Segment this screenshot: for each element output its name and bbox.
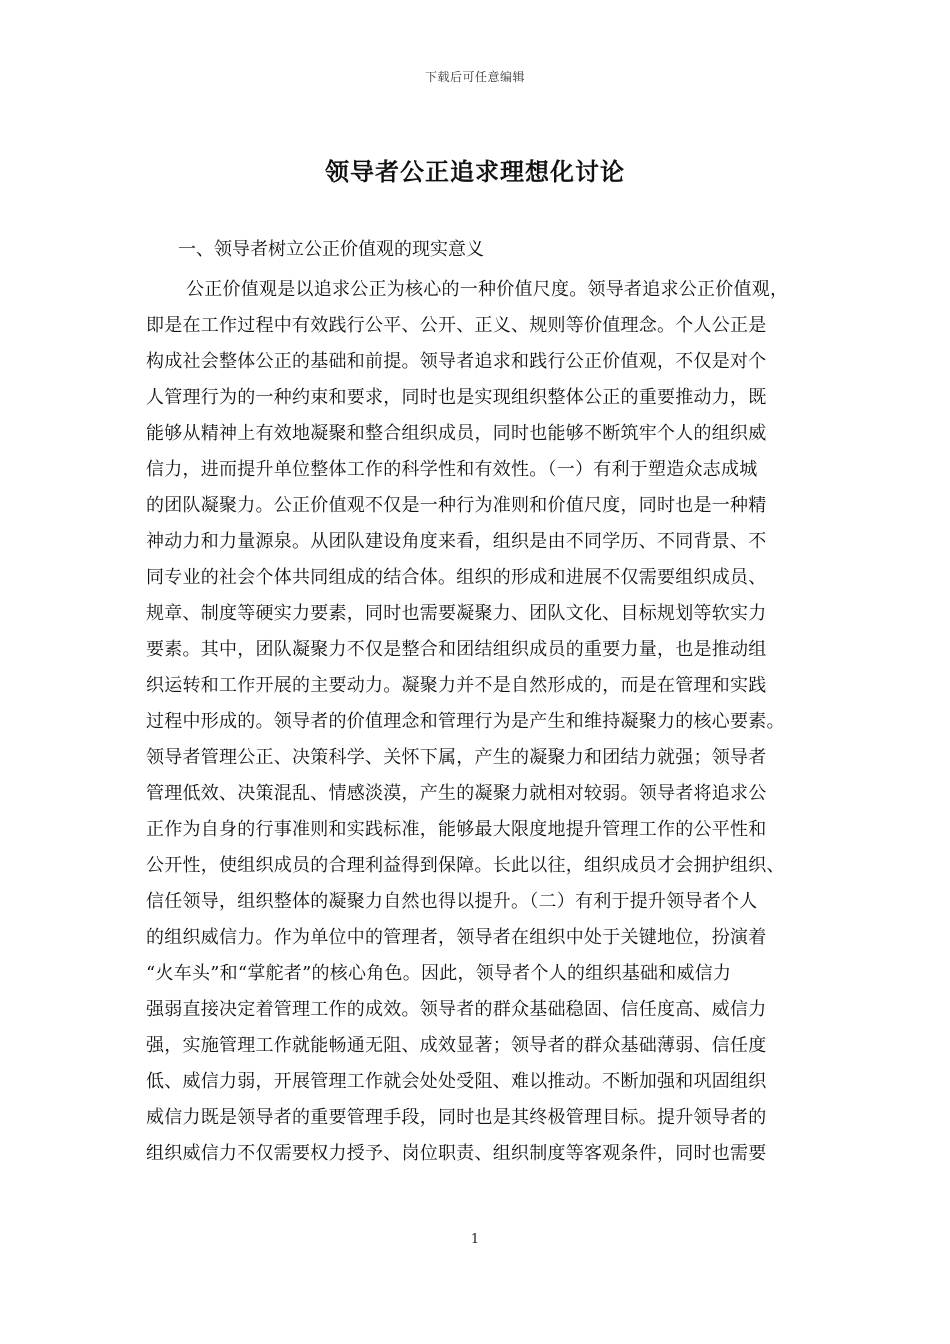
paragraph-line: 人管理行为的一种约束和要求，同时也是实现组织整体公正的重要推动力，既 (146, 387, 767, 408)
paragraph-line: 公开性，使组织成员的合理利益得到保障。长此以往，组织成员才会拥护组织、 (146, 855, 785, 876)
paragraph-line: 的团队凝聚力。公正价值观不仅是一种行为准则和价值尺度，同时也是一种精 (146, 495, 767, 516)
header-note: 下载后可任意编辑 (424, 70, 525, 84)
paragraph-line: 神动力和力量源泉。从团队建设角度来看，组织是由不同学历、不同背景、不 (146, 531, 767, 552)
paragraph-line: 织运转和工作开展的主要动力。凝聚力并不是自然形成的，而是在管理和实践 (146, 675, 767, 696)
paragraph-line: 同专业的社会个体共同组成的结合体。组织的形成和进展不仅需要组织成员、 (146, 567, 767, 588)
paragraph-line: 强，实施管理工作就能畅通无阻、成效显著；领导者的群众基础薄弱、信任度 (146, 1035, 767, 1056)
paragraph-line: 过程中形成的。领导者的价值理念和管理行为是产生和维持凝聚力的核心要素。 (146, 711, 785, 732)
paragraph-line: 规章、制度等硬实力要素，同时也需要凝聚力、团队文化、目标规划等软实力 (146, 603, 767, 624)
paragraph-line: 强弱直接决定着管理工作的成效。领导者的群众基础稳固、信任度高、威信力 (146, 999, 767, 1020)
paragraph-line: 组织威信力不仅需要权力授予、岗位职责、组织制度等客观条件，同时也需要 (146, 1143, 767, 1164)
paragraph-line: 的组织威信力。作为单位中的管理者，领导者在组织中处于关键地位，扮演着 (146, 927, 767, 948)
paragraph-line: 公正价值观是以追求公正为核心的一种价值尺度。领导者追求公正价值观， (186, 279, 789, 300)
section-heading: 一、领导者树立公正价值观的现实意义 (178, 239, 484, 260)
paragraph-line: 正作为自身的行事准则和实践标准，能够最大限度地提升管理工作的公平性和 (146, 819, 767, 840)
document-title: 领导者公正追求理想化讨论 (325, 157, 625, 186)
paragraph-line: 信力，进而提升单位整体工作的科学性和有效性。（一）有利于塑造众志成城 (146, 459, 758, 480)
paragraph-line: 即是在工作过程中有效践行公平、公开、正义、规则等价值理念。个人公正是 (146, 315, 767, 336)
paragraph-line: 能够从精神上有效地凝聚和整合组织成员，同时也能够不断筑牢个人的组织威 (146, 423, 767, 444)
paragraph-line: 低、威信力弱，开展管理工作就会处处受阻、难以推动。不断加强和巩固组织 (146, 1071, 767, 1092)
page-number: 1 (470, 1232, 480, 1247)
paragraph-line: 领导者管理公正、决策科学、关怀下属，产生的凝聚力和团结力就强；领导者 (146, 747, 767, 768)
paragraph-line: 管理低效、决策混乱、情感淡漠，产生的凝聚力就相对较弱。领导者将追求公 (146, 783, 767, 804)
paragraph-line: 信任领导，组织整体的凝聚力自然也得以提升。（二）有利于提升领导者个人 (146, 891, 758, 912)
paragraph-line: 要素。其中，团队凝聚力不仅是整合和团结组织成员的重要力量，也是推动组 (146, 639, 767, 660)
body-paragraph (146, 272, 818, 1172)
paragraph-line: “火车头”和“掌舵者”的核心角色。因此，领导者个人的组织基础和威信力 (146, 963, 732, 984)
paragraph-line: 构成社会整体公正的基础和前提。领导者追求和践行公正价值观，不仅是对个 (146, 351, 767, 372)
paragraph-line: 威信力既是领导者的重要管理手段，同时也是其终极管理目标。提升领导者的 (146, 1107, 767, 1128)
